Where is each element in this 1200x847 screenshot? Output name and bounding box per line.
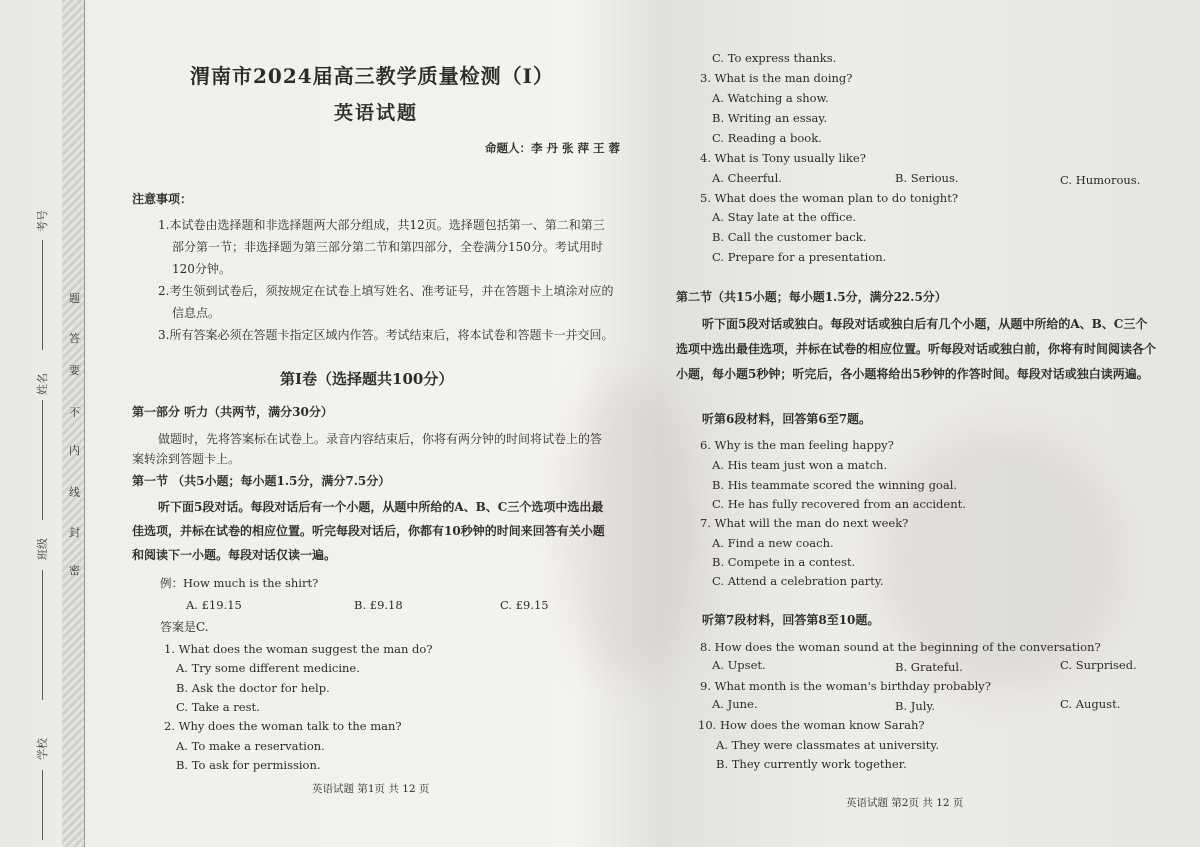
option: C. Humorous. [1060,173,1141,187]
option: C. To express thanks. [712,51,837,65]
material-heading: 听第7段材料，回答第8至10题。 [702,613,880,627]
option: B. Call the customer back. [712,230,867,244]
notice-heading: 注意事项： [132,192,193,206]
option: C. £9.15 [500,598,549,612]
notice-line: 120分钟。 [172,262,231,276]
option: B. They currently work together. [716,757,907,771]
section-intro-line: 听下面5段对话。每段对话后有一个小题，从题中所给的A、B、C三个选项中选出最 [158,500,604,514]
name-line [42,400,43,520]
school-label: 学校 [36,738,49,760]
option: B. Serious. [895,171,959,185]
section-intro-line: 小题，每小题5秒钟；听完后，各小题将给出5秒钟的作答时间。每段对话或独白读两遍。 [676,367,1149,381]
exam-number-label: 考号 [36,210,49,232]
option: C. Reading a book. [712,131,822,145]
option: A. Cheerful. [712,171,782,185]
example-answer: 答案是C. [160,620,209,634]
question: 4. What is Tony usually like? [700,151,866,165]
authors: 命题人：李 丹 张 萍 王 蓉 [484,141,620,155]
option: A. Upset. [712,658,766,672]
part-heading: 第一部分 听力（共两节，满分30分） [132,405,333,419]
option: B. His teammate scored the winning goal. [712,478,958,492]
option: C. Prepare for a presentation. [712,250,887,264]
option: B. £9.18 [354,598,403,612]
option: B. Grateful. [895,660,963,674]
part-intro-line: 做题时，先将答案标在试卷上。录音内容结束后，你将有两分钟的时间将试卷上的答 [158,432,603,446]
option: A. They were classmates at university. [716,738,940,752]
option: C. He has fully recovered from an accident. [712,497,966,511]
section-heading: 第二节（共15小题；每小题1.5分，满分22.5分） [676,290,947,304]
exam-subtitle: 英语试题 [334,102,419,124]
option: B. July. [895,699,936,713]
question: 8. How does the woman sound at the beginning of the conversation? [700,640,1101,654]
binding-line [84,0,85,847]
question: 2. Why does the woman talk to the man? [164,719,402,733]
notice-line: 部分第一节；非选择题为第三部分第二节和第四部分，全卷满分150分。考试用时 [172,240,603,254]
seal-char: 封 [69,526,80,539]
binding-strip [62,0,84,847]
page-2 [670,0,1170,847]
option: A. £19.15 [186,598,242,612]
option: C. August. [1060,697,1121,711]
name-label: 姓名 [36,373,49,395]
question: 1. What does the woman suggest the man do? [164,642,433,656]
notice-line: 2.考生领到试卷后，须按规定在试卷上填写姓名、准考证号，并在答题卡上填涂对应的 [158,284,614,298]
page-1 [120,0,640,847]
section-intro-line: 选项中选出最佳选项，并标在试卷的相应位置。听每段对话或独白前，你将有时间阅读各个 [676,342,1157,356]
question: 10. How does the woman know Sarah? [698,718,925,732]
page-footer: 英语试题 第1页 共 12 页 [312,783,430,795]
option: A. Try some different medicine. [176,661,360,675]
seal-char: 要 [69,364,80,377]
section-intro-line: 和阅读下一小题。每段对话仅读一遍。 [132,548,337,562]
material-heading: 听第6段材料，回答第6至7题。 [702,412,872,426]
option: A. To make a reservation. [176,739,325,753]
option: B. Ask the doctor for help. [176,681,330,695]
option: A. Stay late at the office. [712,210,857,224]
seal-char: 题 [69,292,80,305]
option: A. Watching a show. [712,91,829,105]
seal-char: 答 [69,332,80,345]
exam-title: 渭南市2024届高三教学质量检测（Ⅰ） [190,64,555,88]
part-intro-line: 案转涂到答题卡上。 [132,452,241,466]
seal-char: 不 [69,406,80,419]
seal-char: 密 [69,564,80,577]
page-footer: 英语试题 第2页 共 12 页 [846,797,964,809]
section-heading: 第一节 （共5小题；每小题1.5分，满分7.5分） [132,474,391,488]
question: 3. What is the man doing? [700,71,853,85]
volume-heading: 第Ⅰ卷（选择题共100分） [280,370,454,388]
option: B. Writing an essay. [712,111,827,125]
notice-line: 1.本试卷由选择题和非选择题两大部分组成，共12页。选择题包括第一、第二和第三 [158,218,605,232]
option: C. Take a rest. [176,700,260,714]
question: 5. What does the woman plan to do tonight? [700,191,958,205]
notice-line: 信息点。 [172,306,221,320]
option: C. Surprised. [1060,658,1137,672]
option: B. To ask for permission. [176,758,321,772]
question: 7. What will the man do next week? [700,516,909,530]
section-intro-line: 佳选项，并标在试卷的相应位置。听完每段对话后，你都有10秒钟的时间来回答有关小题 [132,524,605,538]
school-line [42,770,43,840]
question: 9. What month is the woman's birthday probably? [700,679,991,693]
notice-line: 3.所有答案必须在答题卡指定区域内作答。考试结束后，将本试卷和答题卡一并交回。 [158,328,614,342]
class-line [42,570,43,700]
section-intro-line: 听下面5段对话或独白。每段对话或独白后有几个小题，从题中所给的A、B、C三个 [702,317,1148,331]
exam-number-line [42,240,43,350]
class-label: 班级 [36,538,49,560]
question: 6. Why is the man feeling happy? [700,438,894,452]
option: C. Attend a celebration party. [712,574,884,588]
example-question: 例：How much is the shirt? [160,576,319,590]
option: A. His team just won a match. [712,458,888,472]
option: A. June. [712,697,758,711]
option: A. Find a new coach. [712,536,834,550]
seal-char: 线 [69,486,80,499]
seal-char: 内 [69,444,80,457]
option: B. Compete in a contest. [712,555,856,569]
